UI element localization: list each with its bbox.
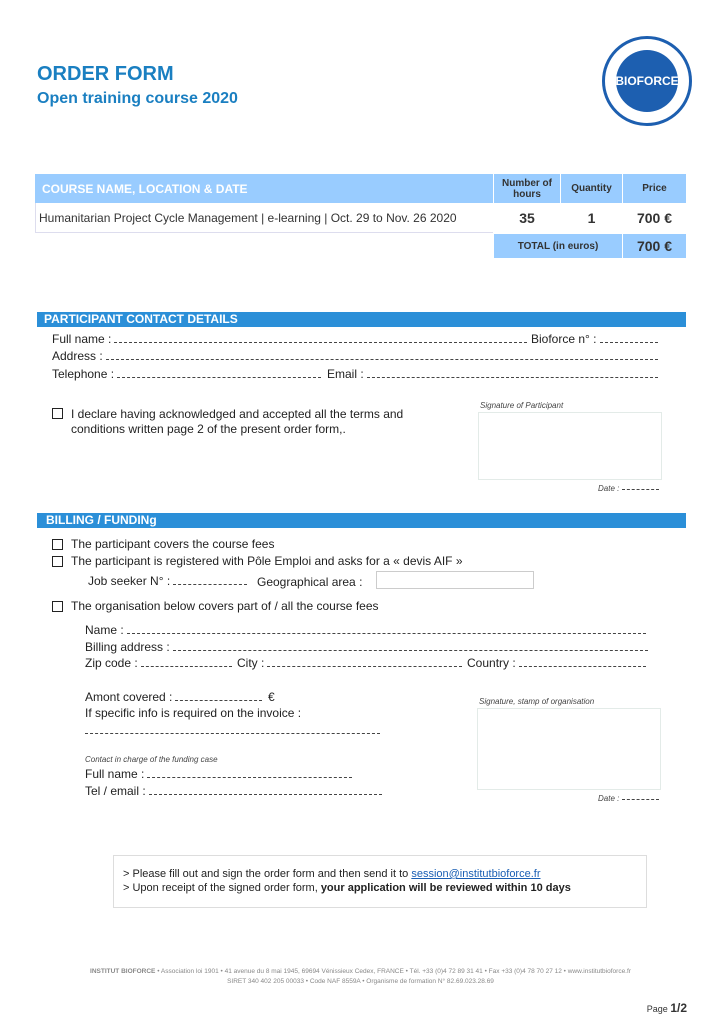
- course-name: Humanitarian Project Cycle Management | e-learning | Oct. 29 to Nov. 26 2020: [35, 203, 493, 233]
- page-title: ORDER FORM: [37, 63, 174, 85]
- opt-participant-label: The participant covers the course fees: [71, 537, 275, 551]
- participant-date-field[interactable]: Date :: [598, 484, 662, 493]
- billing-heading: BILLING / FUNDINg: [37, 513, 686, 528]
- address-field[interactable]: Address :: [52, 349, 661, 363]
- opt-participant-checkbox[interactable]: [52, 539, 63, 550]
- billing-address-field[interactable]: Billing address :: [85, 640, 651, 654]
- city-field[interactable]: City :: [237, 656, 465, 670]
- contact-name-field[interactable]: Full name :: [85, 767, 355, 781]
- country-field[interactable]: Country :: [467, 656, 649, 670]
- session-email-link[interactable]: session@institutbioforce.fr: [411, 868, 541, 880]
- bioforce-logo: BIOFORCE: [602, 36, 692, 126]
- job-seeker-field[interactable]: Job seeker N° :: [88, 574, 250, 588]
- org-signature-box[interactable]: [477, 708, 661, 790]
- geo-area-label: Geographical area :: [257, 575, 363, 589]
- terms-checkbox[interactable]: [52, 408, 63, 419]
- opt-pole-emploi-label: The participant is registered with Pôle Emploi and asks for a « devis AIF »: [71, 554, 463, 568]
- col-hours: Number of hours: [494, 174, 560, 203]
- course-hours: 35: [519, 210, 535, 226]
- participant-signature-label: Signature of Participant: [480, 401, 564, 410]
- total-label: TOTAL (in euros): [494, 234, 622, 258]
- page-number: Page 1/2: [646, 1001, 687, 1015]
- total-value: 700 €: [623, 234, 686, 258]
- footer-line1: INSTITUT BIOFORCE • Association loi 1901 • 41 avenue du 8 mai 1945, 69694 Vénissieux Cedex, FRANCE • Tél. +33 (0)4 72 89 31 41 • Fax +33 (0)4 78 70 27 12 • www.institutbioforce.fr: [90, 968, 631, 975]
- euro-sign: €: [268, 690, 275, 704]
- specific-info-label: If specific info is required on the invoice :: [85, 706, 302, 720]
- telephone-field[interactable]: Telephone :: [52, 367, 324, 381]
- full-name-field[interactable]: Full name :: [52, 332, 530, 346]
- contact-tel-field[interactable]: Tel / email :: [85, 784, 385, 798]
- terms-declaration: I declare having acknowledged and accepted all the terms and conditions written page 2 of the present order form,.: [71, 407, 404, 436]
- course-qty: 1: [587, 210, 596, 226]
- email-field[interactable]: Email :: [327, 367, 661, 381]
- specific-info-field[interactable]: [85, 733, 380, 734]
- opt-organisation-label: The organisation below covers part of / all the course fees: [71, 599, 379, 613]
- col-qty: Quantity: [561, 174, 622, 203]
- bioforce-no-field[interactable]: Bioforce n° :: [531, 332, 661, 346]
- org-name-field[interactable]: Name :: [85, 623, 649, 637]
- org-date-field[interactable]: Date :: [598, 794, 662, 803]
- page-subtitle: Open training course 2020: [37, 90, 238, 107]
- col-course: COURSE NAME, LOCATION & DATE: [35, 174, 493, 203]
- opt-organisation-checkbox[interactable]: [52, 601, 63, 612]
- contact-heading: Contact in charge of the funding case: [85, 755, 218, 764]
- col-price: Price: [623, 174, 686, 203]
- org-signature-label: Signature, stamp of organisation: [479, 697, 595, 706]
- opt-pole-emploi-checkbox[interactable]: [52, 556, 63, 567]
- participant-heading: PARTICIPANT CONTACT DETAILS: [37, 312, 686, 327]
- footer-line2: SIRET 340 402 205 00033 • Code NAF 8559A • Organisme de formation N° 82.69.023.28.69: [227, 978, 494, 985]
- zip-field[interactable]: Zip code :: [85, 656, 235, 670]
- course-price: 700 €: [636, 210, 673, 226]
- participant-signature-box[interactable]: [478, 412, 662, 480]
- geo-area-input[interactable]: [376, 571, 534, 589]
- amount-field[interactable]: Amont covered :: [85, 690, 265, 704]
- notice-box: > Please fill out and sign the order form and then send it to session@institutbioforce.fr > Upon receipt of the signed order form, your application will be reviewed within 10 days: [113, 855, 647, 908]
